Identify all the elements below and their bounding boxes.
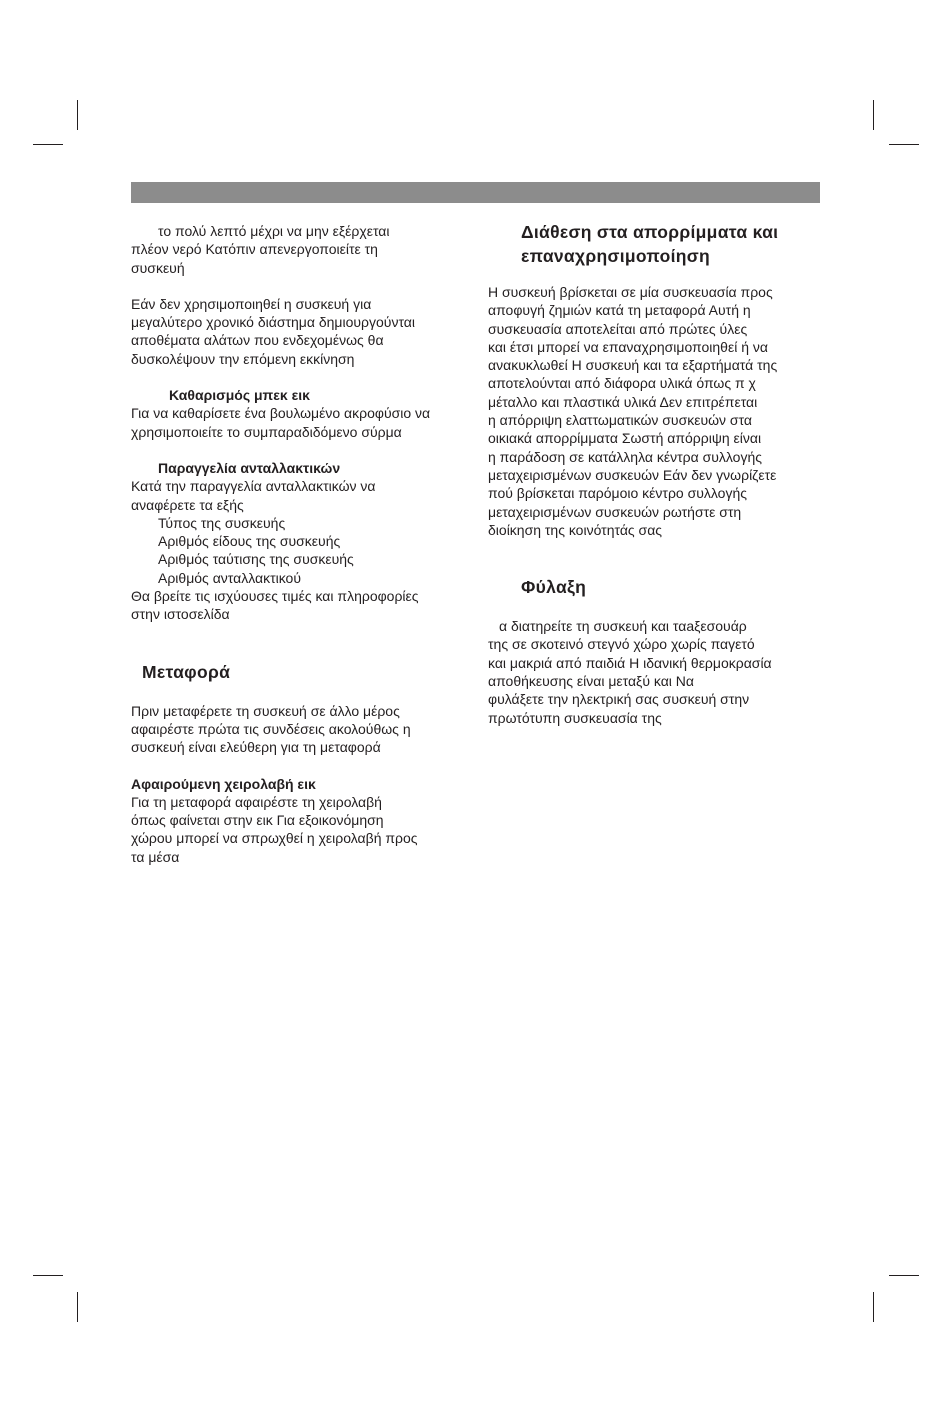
spare-parts-section [131, 459, 471, 624]
storage-title: Φύλαξη [521, 577, 587, 598]
crop-mark-top-left-vertical [77, 100, 78, 130]
text-line: συσκευή [131, 259, 185, 276]
list-item: Αριθμός ανταλλακτικού [158, 569, 302, 586]
text-line: χρησιμοποιείτε το συμπαραδιδόμενο σύρμα [131, 423, 402, 440]
text-line: Η συσκευή βρίσκεται σε μία συσκευασία προς [488, 284, 773, 300]
text-line: τα μέσα [131, 848, 180, 865]
transport-title: Μεταφορά [142, 661, 231, 682]
text-line: διοίκηση της κοινότητάς σας [488, 521, 663, 538]
text-line: αποθήκευσης είναι μεταξύ και Να [488, 673, 694, 690]
left-column [131, 222, 471, 866]
crop-mark-bottom-right-vertical [873, 1292, 874, 1322]
handle-section [131, 775, 471, 866]
list-item: Αριθμός είδους της συσκευής [158, 533, 341, 550]
text-line: οικιακά απορρίμματα Σωστή απόρριψη είναι [488, 430, 762, 447]
text-line: Θα βρείτε τις ισχύουσες τιμές και πληροφορίες [131, 588, 419, 605]
text-line: δυσκολέψουν την επόμενη εκκίνηση [131, 350, 355, 367]
disposal-title [488, 220, 828, 268]
right-column [488, 222, 828, 727]
header-bar [131, 182, 820, 203]
text-line: μέταλλο και πλαστικά υλικά Δεν επιτρέπεται [488, 393, 758, 410]
disposal-title-line: Διάθεση στα απορρίμματα και [521, 222, 779, 242]
text-line: και έτσι μπορεί να επαναχρησιμοποιηθεί ή να [488, 338, 768, 355]
text-line: ανακυκλωθεί Η συσκευή και τα εξαρτήματά της [488, 357, 778, 374]
text-line: μεταχειρισμένων συσκευών Εάν δεν γνωρίζετε [488, 466, 777, 483]
text-line: η απόρριψη ελαττωματικών συσκευών στα [488, 412, 752, 429]
list-item: Αριθμός ταύτισης της συσκευής [158, 551, 354, 568]
transport-paragraph [131, 702, 471, 757]
intro-paragraph [131, 222, 471, 277]
crop-mark-top-left-horizontal [33, 144, 63, 145]
crop-mark-bottom-right-horizontal [889, 1275, 919, 1276]
text-line: πρωτότυπη συσκευασία της [488, 709, 662, 726]
text-line: το πολύ λεπτό μέχρι να μην εξέρχεται [158, 223, 390, 239]
text-line: αποτελούνται από διάφορα υλικά όπως π χ [488, 375, 756, 392]
text-line: αναφέρετε τα εξής [131, 496, 244, 513]
text-line: πού βρίσκεται παρόμοιο κέντρο συλλογής [488, 485, 747, 502]
text-line: συσκευασία αποτελείται από πρώτες ύλες [488, 320, 748, 337]
crop-mark-top-right-horizontal [889, 144, 919, 145]
list-item: Τύπος της συσκευής [158, 514, 286, 531]
text-line: της σε σκοτεινό στεγνό χώρο χωρίς παγετό [488, 636, 755, 653]
text-line: α διατηρείτε τη συσκευή και ταaξεσουάρ [499, 618, 747, 635]
storage-paragraph [488, 617, 828, 727]
text-line: αποθέματα αλάτων που ενδεχομένως θα [131, 332, 384, 349]
text-line: η παράδοση σε κατάλληλα κέντρα συλλογής [488, 448, 762, 465]
text-line: πλέον νερό Κατόπιν απενεργοποιείτε τη [131, 241, 378, 258]
text-line: φυλάξετε την ηλεκτρική σας συσκευή στην [488, 691, 750, 708]
disposal-paragraph [488, 283, 828, 539]
spare-parts-heading: Παραγγελία ανταλλακτικών [158, 459, 341, 476]
text-line: αφαιρέστε πρώτα τις συνδέσεις ακολούθως η [131, 720, 411, 737]
text-line: Για να καθαρίσετε ένα βουλωμένο ακροφύσιο να [131, 405, 431, 422]
crop-mark-bottom-left-horizontal [33, 1275, 63, 1276]
text-line: Για τη μεταφορά αφαιρέστε τη χειρολαβή [131, 793, 382, 810]
text-line: μεταχειρισμένων συσκευών ρωτήστε στη [488, 503, 742, 520]
text-line: μεγαλύτερο χρονικό διάστημα δημιουργούνται [131, 314, 415, 331]
text-line: αποφυγή ζημιών κατά τη μεταφορά Αυτή η [488, 302, 751, 319]
text-line: όπως φαίνεται στην εικ Για εξοικονόμηση [131, 812, 384, 829]
disposal-title-line: επαναχρησιμοποίηση [521, 246, 711, 266]
scale-paragraph [131, 295, 471, 368]
crop-mark-bottom-left-vertical [77, 1292, 78, 1322]
text-line: Εάν δεν χρησιμοποιηθεί η συσκευή για [131, 295, 372, 312]
crop-mark-top-right-vertical [873, 100, 874, 130]
text-line: Πριν μεταφέρετε τη συσκευή σε άλλο μέρος [131, 702, 400, 719]
cleaning-heading: Καθαρισμός μπεκ εικ [169, 387, 310, 404]
text-line: στην ιστοσελίδα [131, 606, 230, 623]
text-line: χώρου μπορεί να σπρωχθεί η χειρολαβή προς [131, 830, 418, 847]
text-line: συσκευή είναι ελεύθερη για τη μεταφορά [131, 739, 381, 756]
text-line: Κατά την παραγγελία ανταλλακτικών να [131, 478, 376, 495]
cleaning-section [131, 386, 471, 441]
text-line: και μακριά από παιδιά Η ιδανική θερμοκρασία [488, 654, 772, 671]
handle-heading: Αφαιρούμενη χειρολαβή εικ [131, 775, 316, 792]
